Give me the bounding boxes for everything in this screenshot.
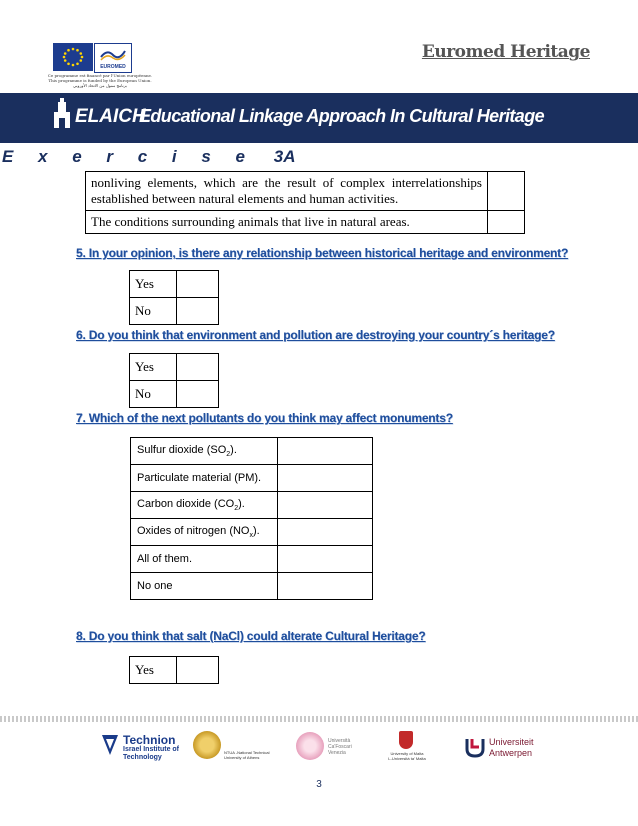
option-so2: Sulfur dioxide $(SO_2)$.: [131, 438, 278, 465]
option-pm: Particulate material (PM).: [131, 465, 278, 492]
option-co2: Carbon dioxide $(CO_2)$.: [131, 492, 278, 519]
ntua-text: NTUA -National Technical University of Athens: [224, 750, 270, 760]
checkbox-so2[interactable]: [278, 438, 373, 465]
option-all: All of them.: [131, 546, 278, 573]
pollutants-table: [130, 437, 373, 600]
exercise-number: 3A: [273, 147, 296, 166]
answer-box[interactable]: [488, 211, 525, 234]
technion-name: Technion: [123, 733, 176, 747]
definitions-table: [85, 171, 525, 234]
banner-title: Educational Linkage Approach In Cultural Heritage: [139, 106, 544, 126]
checkbox-co2[interactable]: [278, 492, 373, 519]
euromed-logo-icon: [94, 43, 132, 73]
exercise-title: [2, 147, 295, 167]
table-row: [131, 465, 373, 492]
footer-divider: [0, 716, 638, 722]
checkbox-yes[interactable]: [177, 271, 219, 298]
option-no: No: [130, 381, 177, 408]
table-row: [86, 172, 525, 211]
option-no: No: [130, 298, 177, 325]
foscari-text: Università Ca'Foscari Venezia: [328, 738, 352, 756]
checkbox-no[interactable]: [177, 381, 219, 408]
malta-crest-icon: [399, 731, 413, 749]
option-yes: Yes: [130, 657, 177, 684]
option-none: No one: [131, 573, 278, 600]
checkbox-nox[interactable]: [278, 519, 373, 546]
eu-funding-text: Ce programme est financé par l'Union européenne. This programme is funded by the European Union. برنامج ممول من الاتحاد الأوروبي: [47, 73, 153, 88]
option-nox: Oxides of nitrogen $(NO_x)$.: [131, 519, 278, 546]
q8-answer-table: [129, 656, 219, 684]
foscari-seal-icon: [296, 732, 324, 760]
checkbox-pm[interactable]: [278, 465, 373, 492]
answer-box[interactable]: [488, 172, 525, 211]
table-row: [131, 573, 373, 600]
elaich-logo-icon: [52, 98, 72, 130]
q5-answer-table: [129, 270, 219, 325]
euromed-logo-text: EUROMED: [100, 64, 126, 70]
checkbox-yes[interactable]: [177, 657, 219, 684]
table-row: [86, 211, 525, 234]
question-5: 5. In your opinion, is there any relationship between historical heritage and environment?: [76, 246, 569, 260]
definition-text: The conditions surrounding animals that live in natural areas.: [86, 211, 488, 234]
option-yes: Yes: [130, 354, 177, 381]
checkbox-none[interactable]: [278, 573, 373, 600]
banner-acronym: ELAICH: [75, 106, 146, 127]
definition-text: nonliving elements, which are the result of complex interrelationships established between natural elements and human activities.: [86, 172, 488, 211]
option-yes: Yes: [130, 271, 177, 298]
technion-logo-icon: [101, 733, 119, 757]
eu-flag-icon: [53, 43, 93, 71]
page-number: 3: [316, 779, 322, 790]
antwerp-text: Universiteit Antwerpen: [489, 737, 534, 758]
table-row: [131, 438, 373, 465]
euromed-heritage-logo: Euromed Heritage: [421, 42, 590, 62]
question-7: 7. Which of the next pollutants do you think may affect monuments?: [76, 411, 453, 425]
checkbox-all[interactable]: [278, 546, 373, 573]
table-row: [131, 519, 373, 546]
q6-answer-table: [129, 353, 219, 408]
table-row: [131, 492, 373, 519]
ntua-seal-icon: [193, 731, 221, 759]
malta-text: University of Malta L-Università ta' Malta: [388, 751, 426, 761]
technion-subtitle: Israel Institute of Technology: [123, 746, 180, 761]
question-8: 8. Do you think that salt (NaCl) could alterate Cultural Heritage?: [76, 629, 426, 643]
table-row: [131, 546, 373, 573]
exercise-word: E x e r c i s e: [2, 147, 256, 166]
question-6: 6. Do you think that environment and pollution are destroying your country´s heritage?: [76, 328, 555, 342]
checkbox-yes[interactable]: [177, 354, 219, 381]
checkbox-no[interactable]: [177, 298, 219, 325]
antwerp-logo-icon: [464, 736, 486, 758]
